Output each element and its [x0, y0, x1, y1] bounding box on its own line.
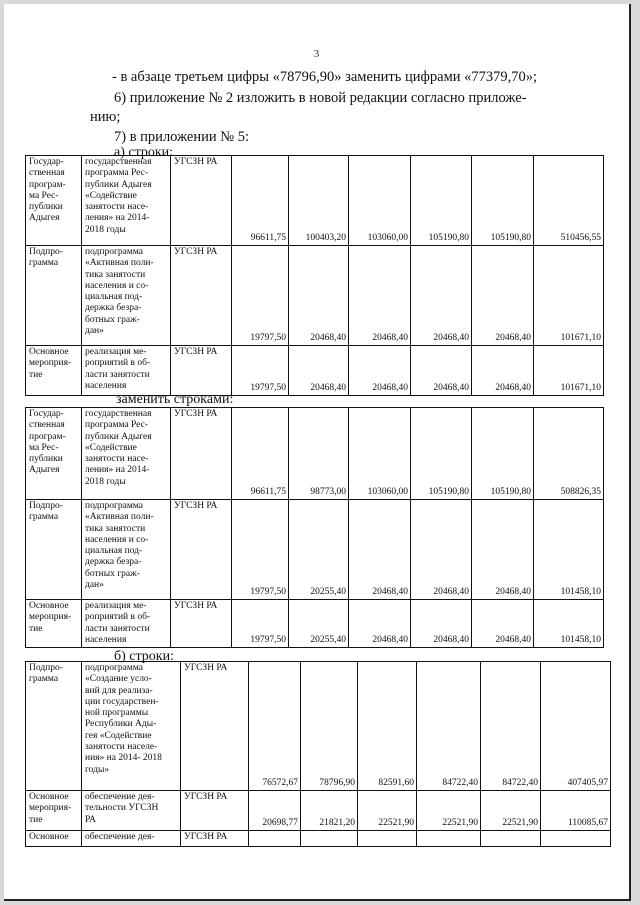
total-cell: 101671,10	[534, 346, 604, 396]
row-name-cell: реализация ме- роприятий в об- ласти занятости населения	[82, 600, 171, 648]
value-cell: 19797,50	[232, 246, 289, 346]
row-name-cell: подпрограмма «Активная поли- тика занятости населения и со- циальная под- держка безра- ботных граж- дан»	[82, 246, 171, 346]
value-cell: 76572,67	[249, 662, 301, 791]
total-cell: 101458,10	[534, 600, 604, 648]
table-replacement-rows	[25, 407, 604, 648]
value-cell: 105190,80	[472, 156, 534, 246]
table-row	[26, 662, 611, 791]
value-cell	[358, 831, 417, 847]
executor-cell: УГСЗН РА	[171, 408, 232, 500]
value-cell: 103060,00	[349, 156, 411, 246]
value-cell: 84722,40	[481, 662, 541, 791]
value-cell: 19797,50	[232, 346, 289, 396]
total-cell: 101458,10	[534, 500, 604, 600]
paragraph-appendix-2-cont: нию;	[90, 109, 121, 125]
value-cell: 20468,40	[349, 346, 411, 396]
value-cell: 20468,40	[472, 500, 534, 600]
value-cell: 20468,40	[349, 600, 411, 648]
row-type-cell: Подпро- грамма	[26, 662, 82, 791]
row-type-cell: Государ- ственная програм- ма Рес- публики Адыгея	[26, 156, 82, 246]
value-cell: 98773,00	[289, 408, 349, 500]
value-cell	[249, 831, 301, 847]
table-row	[26, 346, 604, 396]
value-cell: 82591,60	[358, 662, 417, 791]
value-cell: 105190,80	[411, 156, 472, 246]
table-row	[26, 246, 604, 346]
table-row	[26, 156, 604, 246]
table-row	[26, 408, 604, 500]
value-cell: 19797,50	[232, 500, 289, 600]
row-type-cell: Подпро- грамма	[26, 246, 82, 346]
row-name-cell: подпрограмма «Создание усло- вий для реализа- ции государствен- ной программы Республики Ады- гея «Содействие занятости населе- ния» на 2014- 2018 годы»	[82, 662, 181, 791]
total-cell: 510456,55	[534, 156, 604, 246]
table-original-rows-b	[25, 661, 611, 847]
paragraph-digits-replacement: - в абзаце третьем цифры «78796,90» заменить цифрами «77379,70»;	[112, 69, 538, 85]
total-cell: 110085,67	[541, 791, 611, 831]
value-cell: 21821,20	[301, 791, 358, 831]
value-cell: 105190,80	[411, 408, 472, 500]
value-cell	[301, 831, 358, 847]
value-cell: 20255,40	[289, 500, 349, 600]
value-cell: 19797,50	[232, 600, 289, 648]
value-cell	[481, 831, 541, 847]
value-cell: 20468,40	[411, 246, 472, 346]
row-type-cell: Основное	[26, 831, 82, 847]
caption-rows-a: а) строки:	[114, 145, 174, 160]
executor-cell: УГСЗН РА	[171, 346, 232, 396]
table-row	[26, 831, 611, 847]
value-cell: 20468,40	[472, 246, 534, 346]
value-cell: 103060,00	[349, 408, 411, 500]
caption-replace-rows: заменить строками:	[116, 392, 234, 407]
table-row	[26, 600, 604, 648]
value-cell: 78796,90	[301, 662, 358, 791]
row-name-cell: государственная программа Рес- публики Адыгея «Содействие занятости насе- ления» на 2014- 2018 годы	[82, 408, 171, 500]
value-cell: 22521,90	[417, 791, 481, 831]
table-row	[26, 500, 604, 600]
paragraph-appendix-2: 6) приложение № 2 изложить в новой редакции согласно приложе-	[114, 90, 527, 106]
table-row	[26, 791, 611, 831]
value-cell: 20468,40	[349, 246, 411, 346]
value-cell: 20468,40	[411, 346, 472, 396]
table-original-rows-a	[25, 155, 604, 396]
value-cell: 84722,40	[417, 662, 481, 791]
executor-cell: УГСЗН РА	[171, 500, 232, 600]
total-cell: 508826,35	[534, 408, 604, 500]
row-type-cell: Основное мероприя- тие	[26, 346, 82, 396]
executor-cell: УГСЗН РА	[171, 600, 232, 648]
row-type-cell: Подпро- грамма	[26, 500, 82, 600]
row-name-cell: реализация ме- роприятий в об- ласти занятости населения	[82, 346, 171, 396]
value-cell: 20468,40	[411, 600, 472, 648]
value-cell: 20468,40	[289, 346, 349, 396]
value-cell: 96611,75	[232, 156, 289, 246]
caption-rows-b: б) строки:	[114, 649, 174, 664]
executor-cell: УГСЗН РА	[181, 831, 249, 847]
row-name-cell: обеспечение дея-	[82, 831, 181, 847]
value-cell: 96611,75	[232, 408, 289, 500]
value-cell: 22521,90	[481, 791, 541, 831]
row-name-cell: подпрограмма «Активная поли- тика занятости населения и со- циальная под- держка безра- ботных граж- дан»	[82, 500, 171, 600]
value-cell: 20468,40	[289, 246, 349, 346]
executor-cell: УГСЗН РА	[171, 246, 232, 346]
value-cell: 20468,40	[349, 500, 411, 600]
value-cell: 20468,40	[472, 600, 534, 648]
value-cell: 22521,90	[358, 791, 417, 831]
total-cell: 101671,10	[534, 246, 604, 346]
total-cell	[541, 831, 611, 847]
row-name-cell: обеспечение дея- тельности УГСЗН РА	[82, 791, 181, 831]
value-cell: 20255,40	[289, 600, 349, 648]
page-number: 3	[313, 48, 320, 60]
executor-cell: УГСЗН РА	[171, 156, 232, 246]
value-cell: 20468,40	[472, 346, 534, 396]
executor-cell: УГСЗН РА	[181, 662, 249, 791]
value-cell	[417, 831, 481, 847]
value-cell: 20698,77	[249, 791, 301, 831]
total-cell: 407405,97	[541, 662, 611, 791]
value-cell: 100403,20	[289, 156, 349, 246]
value-cell: 105190,80	[472, 408, 534, 500]
row-name-cell: государственная программа Рес- публики Адыгея «Содействие занятости насе- ления» на 2014- 2018 годы	[82, 156, 171, 246]
document-page	[4, 4, 631, 901]
row-type-cell: Основное мероприя- тие	[26, 600, 82, 648]
value-cell: 20468,40	[411, 500, 472, 600]
paragraph-appendix-5: 7) в приложении № 5:	[114, 129, 249, 145]
row-type-cell: Государ- ственная програм- ма Рес- публики Адыгея	[26, 408, 82, 500]
row-type-cell: Основное мероприя- тие	[26, 791, 82, 831]
executor-cell: УГСЗН РА	[181, 791, 249, 831]
